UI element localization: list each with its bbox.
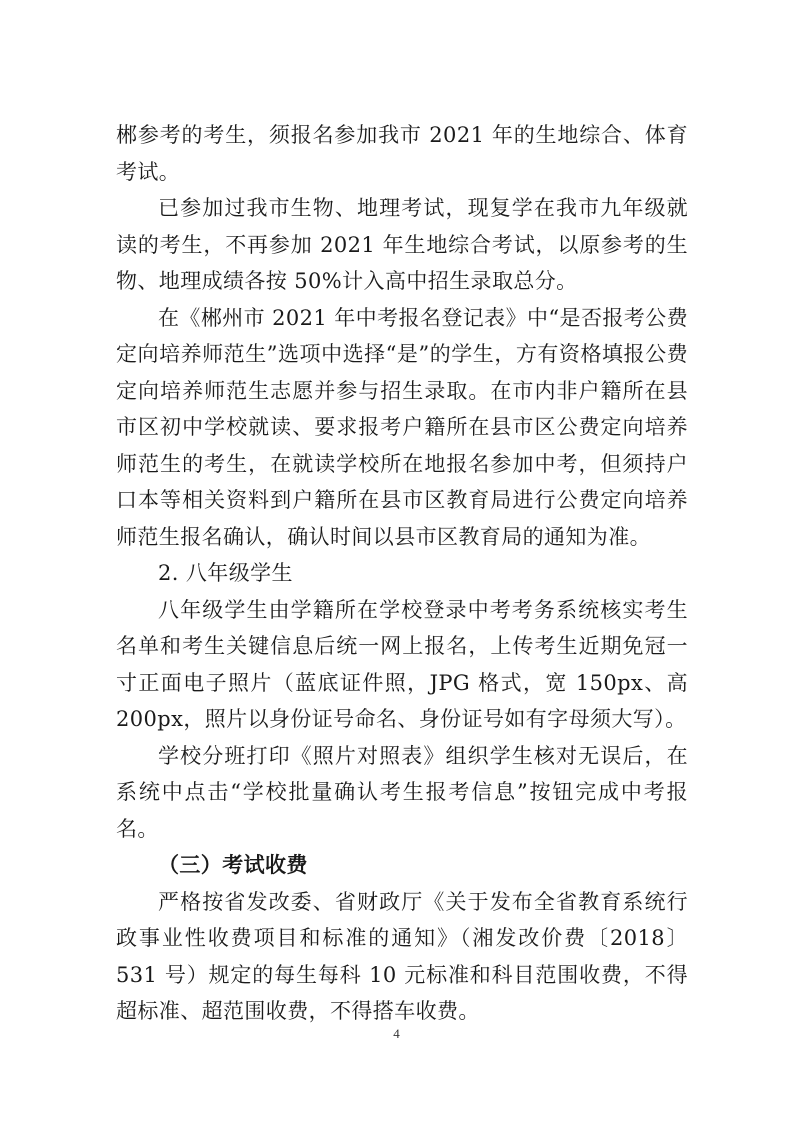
page-number: 4 — [393, 1026, 400, 1041]
section-heading-exam-fees: （三）考试收费 — [158, 852, 308, 877]
paragraph-continuation: 郴参考的考生，须报名参加我市 2021 年的生地综合、体育考试。 — [116, 123, 688, 184]
paragraph-teacher-training: 在《郴州市 2021 年中考报名登记表》中“是否报考公费定向培养师范生”选项中选择“是”的学生，方有资格填报公费定向培养师范生志愿并参与招生录取。在市内非户籍所在县市区初中学校就读、要求报考户籍所在县市区公费定向培养师范生的考生，在就读学校所在地报名参加中考，但须持户口本等相关资料到户籍所在县市区教育局进行公费定向培养师范生报名确认，确认时间以县市区教育局的通知为准。 — [116, 305, 688, 549]
document-body — [116, 117, 688, 1030]
paragraph-fee-rules: 严格按省发改委、省财政厅《关于发布全省教育系统行政事业性收费项目和标准的通知》（湘发改价费〔2018〕531 号）规定的每生每科 10 元标准和科目范围收费，不得超标准、超范围收费，不得搭车收费。 — [116, 889, 688, 1023]
paragraph-grade-eight-registration: 八年级学生由学籍所在学校登录中考考务系统核实考生名单和考生关键信息后统一网上报名，上传考生近期免冠一寸正面电子照片（蓝底证件照，JPG 格式，宽 150px、高 200px，照片以身份证号命名、身份证号如有字母须大写）。 — [116, 597, 688, 731]
paragraph-repeat-students: 已参加过我市生物、地理考试，现复学在我市九年级就读的考生，不再参加 2021 年生地综合考试，以原参考的生物、地理成绩各按 50%计入高中招生录取总分。 — [116, 196, 688, 293]
paragraph-photo-confirmation: 学校分班打印《照片对照表》组织学生核对无误后，在系统中点击“学校批量确认考生报考信息”按钮完成中考报名。 — [116, 743, 688, 841]
subheading-grade-eight: 2. 八年级学生 — [158, 561, 293, 585]
